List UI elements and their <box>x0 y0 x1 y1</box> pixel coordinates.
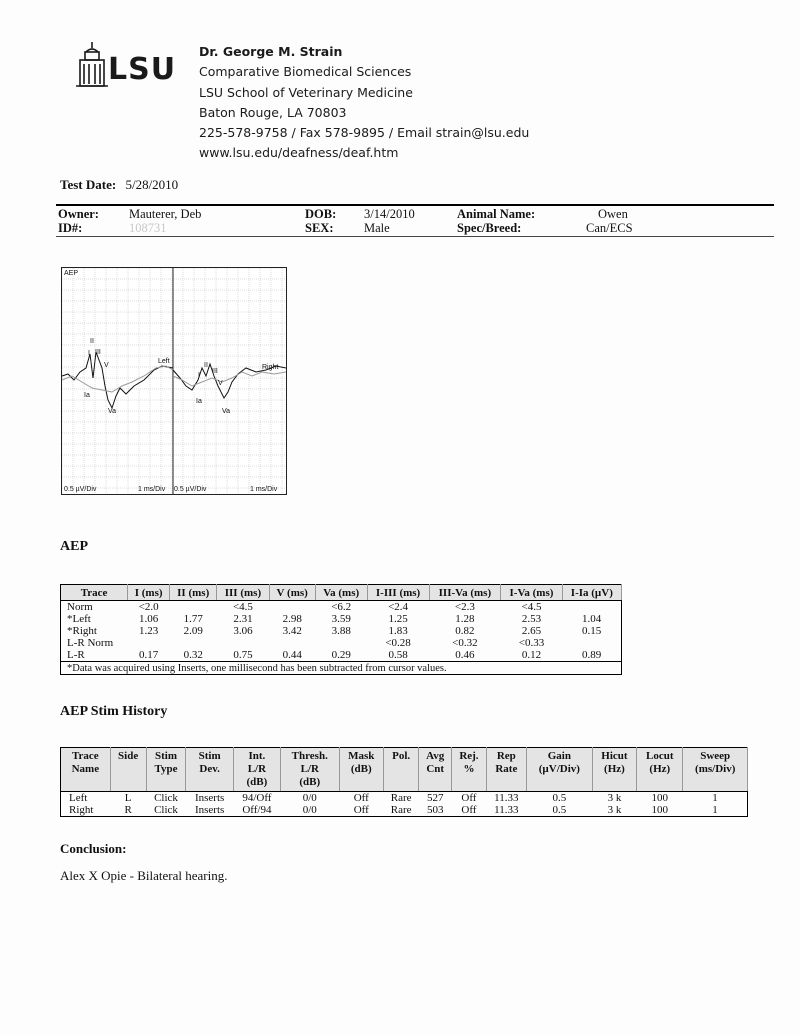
peak-label: Va <box>108 408 117 415</box>
column-header: Va (ms) <box>315 585 367 601</box>
column-header <box>186 748 233 792</box>
dob-label: DOB: <box>305 207 337 221</box>
table-cell: <4.5 <box>232 601 253 613</box>
right-trace-overlay <box>173 372 286 386</box>
aep-results-table <box>60 584 622 675</box>
header-line: Name <box>71 763 100 775</box>
table-row <box>61 625 622 637</box>
table-cell: Off <box>353 792 369 804</box>
header-line: Gain <box>547 750 571 762</box>
table-cell: 100 <box>651 804 669 816</box>
table-cell: Off <box>461 804 477 816</box>
table-cell: 0.29 <box>331 649 351 661</box>
column-header <box>384 748 419 792</box>
column-header <box>110 748 146 792</box>
table-header-row <box>61 585 622 601</box>
header-line: Cnt <box>426 763 445 775</box>
table-cell: *Right <box>67 625 97 637</box>
stim-section-title: AEP Stim History <box>60 704 168 719</box>
header-line: Type <box>154 763 178 775</box>
table-cell: <4.5 <box>521 601 542 613</box>
table-cell: Off <box>461 792 477 804</box>
header-line: Hicut <box>601 750 628 762</box>
sex-value: Male <box>364 221 390 235</box>
column-header: V (ms) <box>269 585 315 601</box>
table-cell: Rare <box>390 804 412 816</box>
animal-name-label: Animal Name: <box>457 207 536 221</box>
table-cell: 1.28 <box>455 613 475 625</box>
logo-text: LSU <box>108 52 177 87</box>
table-cell: 0.5 <box>552 804 567 816</box>
table-cell <box>269 637 315 649</box>
table-cell: 2.53 <box>521 613 542 625</box>
table-cell: 11.33 <box>494 792 519 804</box>
peak-label: III <box>95 349 101 356</box>
peak-label: Ia <box>84 392 90 399</box>
table-row <box>61 637 622 649</box>
table-cell: 2.09 <box>183 625 203 637</box>
left-trace-overlay <box>62 366 173 392</box>
table-cell: 0.32 <box>183 649 203 661</box>
table-cell: 1.83 <box>388 625 408 637</box>
header-line: Stim <box>154 750 177 762</box>
header-line: (ms/Div) <box>695 763 736 775</box>
header-line: Stim <box>198 750 221 762</box>
address-line: Comparative Biomedical Sciences <box>199 64 412 80</box>
table-cell: <0.33 <box>518 637 545 649</box>
table-cell: 2.65 <box>521 625 542 637</box>
header-line: Avg <box>426 750 445 762</box>
table-cell: 94/Off <box>242 792 272 804</box>
dob-value: 3/14/2010 <box>364 207 415 221</box>
table-cell: 0/0 <box>302 804 317 816</box>
graph-title: AEP <box>64 270 79 277</box>
column-header <box>592 748 637 792</box>
stim-history-table <box>60 747 748 817</box>
table-cell <box>269 601 315 614</box>
table-cell: L-R Norm <box>67 637 114 649</box>
table-row <box>61 601 622 614</box>
header-line: Mask <box>348 750 375 762</box>
table-cell: 3 k <box>607 804 622 816</box>
header-line: Sweep <box>700 750 731 762</box>
table-cell: 1 <box>712 804 718 816</box>
header-line: Side <box>118 750 139 762</box>
table-cell <box>562 637 621 649</box>
owner-value: Mauterer, Deb <box>129 207 202 221</box>
table-cell: 0.44 <box>282 649 302 661</box>
table-cell <box>562 601 621 614</box>
table-cell: Off <box>353 804 369 816</box>
table-cell: 0.75 <box>233 649 253 661</box>
table-cell <box>315 637 367 649</box>
table-cell: Click <box>154 792 178 804</box>
column-header: I-Va (ms) <box>501 585 562 601</box>
header-line: (µV/Div) <box>538 763 580 775</box>
peak-label: V <box>104 362 109 369</box>
header-line: (dB) <box>350 763 372 775</box>
breed-value: Can/ECS <box>586 221 633 235</box>
trace-right-label: Right <box>262 364 279 371</box>
test-date-value: 5/28/2010 <box>125 177 179 192</box>
table-row <box>61 792 748 805</box>
doctor-name: Dr. George M. Strain <box>199 44 343 59</box>
table-cell: 0.82 <box>455 625 475 637</box>
column-header <box>637 748 683 792</box>
table-row <box>61 804 748 817</box>
column-header <box>486 748 526 792</box>
table-header-row <box>61 748 748 792</box>
table-cell: 527 <box>426 792 444 804</box>
table-cell: 1 <box>712 792 718 804</box>
table-row <box>61 649 622 662</box>
trace-left-label: Left <box>158 358 170 365</box>
column-header <box>683 748 748 792</box>
owner-label: Owner: <box>58 207 99 221</box>
header-line: (dB) <box>299 776 321 788</box>
table-cell: Rare <box>390 792 412 804</box>
peak-label: III <box>212 368 218 375</box>
table-cell: Off/94 <box>242 804 272 816</box>
table-cell: 0.89 <box>581 649 602 661</box>
table-row <box>61 613 622 625</box>
id-value: 108731 <box>129 221 167 235</box>
table-cell: 2.98 <box>282 613 302 625</box>
left-time-label: 1 ms/Div <box>138 486 166 493</box>
header-line: % <box>463 763 475 775</box>
table-cell: 503 <box>426 804 444 816</box>
table-cell: Norm <box>67 601 93 613</box>
table-cell: L-R <box>67 649 85 661</box>
table-cell: 0.15 <box>581 625 602 637</box>
header-line: Locut <box>646 750 674 762</box>
table-cell: Inserts <box>194 804 225 816</box>
patient-info-bar <box>56 204 774 237</box>
table-cell: 2.31 <box>233 613 253 625</box>
table-cell: 0/0 <box>302 792 317 804</box>
column-header <box>527 748 593 792</box>
table-cell: 1.06 <box>139 613 159 625</box>
table-cell: 0.17 <box>139 649 159 661</box>
peak-label: V <box>218 380 223 387</box>
column-header <box>233 748 280 792</box>
header-line: (Hz) <box>604 763 625 775</box>
peak-label: II <box>90 338 94 345</box>
table-cell: 1.25 <box>388 613 408 625</box>
column-header: Trace <box>61 585 128 601</box>
table-cell: 11.33 <box>494 804 519 816</box>
table-cell: 0.46 <box>455 649 475 661</box>
table-cell <box>217 637 269 649</box>
header-line: (dB) <box>246 776 268 788</box>
table-cell: 3 k <box>607 792 622 804</box>
breed-label: Spec/Breed: <box>457 221 522 235</box>
table-cell: 3.06 <box>233 625 253 637</box>
table-cell: 0.58 <box>388 649 408 661</box>
table-cell: L <box>124 792 132 804</box>
peak-label: Ia <box>196 398 202 405</box>
column-header: II (ms) <box>170 585 217 601</box>
peak-label: I <box>88 350 90 357</box>
test-date-label: Test Date: <box>60 177 117 192</box>
header-line: L/R <box>300 763 319 775</box>
table-cell: 1.04 <box>581 613 602 625</box>
column-header <box>419 748 452 792</box>
peak-label: I <box>198 372 200 379</box>
sex-label: SEX: <box>305 221 334 235</box>
left-scale-label: 0.5 µV/Div <box>64 486 97 493</box>
header-line: L/R <box>247 763 267 775</box>
header-line: Pol. <box>392 750 411 762</box>
table-cell: Left <box>69 792 88 804</box>
column-header <box>61 748 111 792</box>
column-header <box>339 748 384 792</box>
table-cell: 3.59 <box>331 613 351 625</box>
column-header: I-III (ms) <box>367 585 429 601</box>
table-cell: 1.23 <box>139 625 159 637</box>
column-header <box>452 748 487 792</box>
column-header <box>146 748 186 792</box>
website-line: www.lsu.edu/deafness/deaf.htm <box>199 145 399 161</box>
table-cell: <2.4 <box>388 601 409 613</box>
address-line: LSU School of Veterinary Medicine <box>199 84 413 100</box>
table-cell: <2.3 <box>454 601 475 613</box>
conclusion-text: Alex X Opie - Bilateral hearing. <box>60 868 228 883</box>
table-cell: 1.77 <box>183 613 203 625</box>
test-date <box>60 177 178 193</box>
peak-label: II <box>204 362 208 369</box>
header-line: Int. <box>248 750 266 762</box>
table-cell <box>128 637 170 649</box>
table-cell: 3.42 <box>282 625 302 637</box>
table-cell: Right <box>69 804 94 816</box>
table-cell: <2.0 <box>138 601 159 613</box>
table-cell: 0.5 <box>552 792 567 804</box>
right-scale-label: 0.5 µV/Div <box>174 486 207 493</box>
header-line: Trace <box>72 750 99 762</box>
table-cell <box>170 601 217 614</box>
table-cell: *Left <box>67 613 91 625</box>
header-line: Thresh. <box>291 750 328 762</box>
table-cell: 3.88 <box>331 625 351 637</box>
waveform-svg <box>62 268 286 494</box>
header-line: Rep <box>496 750 516 762</box>
column-header: III (ms) <box>217 585 269 601</box>
column-header: I-Ia (µV) <box>562 585 621 601</box>
address-line: Baton Rouge, LA 70803 <box>199 104 347 120</box>
table-cell: Inserts <box>194 792 225 804</box>
column-header: III-Va (ms) <box>429 585 501 601</box>
table-footnote-row <box>61 662 622 675</box>
aep-waveform-graph <box>61 267 287 495</box>
table-cell <box>170 637 217 649</box>
header-line: (Hz) <box>649 763 671 775</box>
table-cell: <6.2 <box>331 601 352 613</box>
table-cell: 100 <box>651 792 669 804</box>
table-cell: <0.28 <box>385 637 411 649</box>
column-header: I (ms) <box>128 585 170 601</box>
conclusion-title: Conclusion: <box>60 841 127 856</box>
peak-label: Va <box>222 408 231 415</box>
contact-line: 225-578-9758 / Fax 578-9895 / Email strain@lsu.edu <box>199 125 530 141</box>
id-label: ID#: <box>58 221 83 235</box>
right-time-label: 1 ms/Div <box>250 486 278 493</box>
table-cell: <0.32 <box>452 637 478 649</box>
header-line: Dev. <box>199 763 220 775</box>
table-cell: 0.12 <box>521 649 542 661</box>
table-cell: Click <box>154 804 178 816</box>
aep-section-title: AEP <box>60 539 88 554</box>
column-header <box>280 748 339 792</box>
header-line: Rate <box>495 763 518 775</box>
header-line: Rej. <box>459 750 479 762</box>
tower-icon <box>72 40 112 88</box>
footnote: *Data was acquired using Inserts, one millisecond has been subtracted from cursor values. <box>61 662 622 675</box>
address-block <box>199 42 529 164</box>
animal-name-value: Owen <box>598 207 628 221</box>
table-cell: R <box>124 804 132 816</box>
